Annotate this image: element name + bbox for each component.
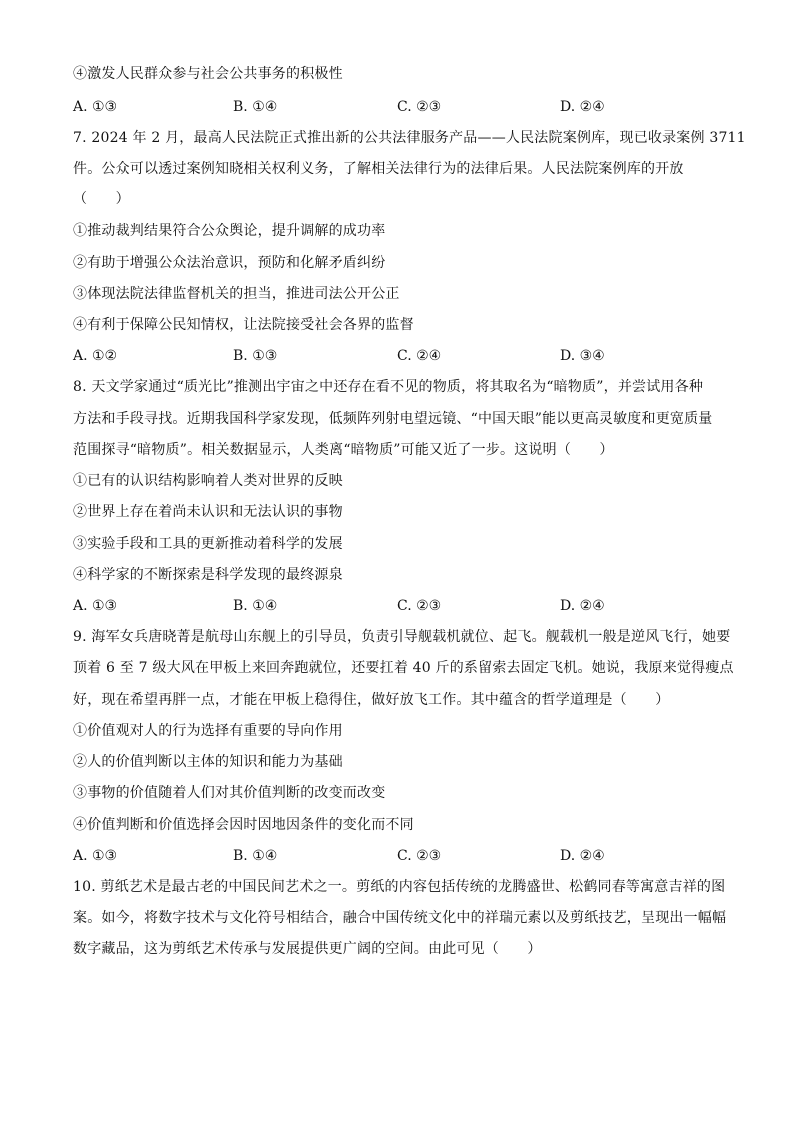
q7-option-b: B. ①③ xyxy=(233,348,278,364)
q8-item-1: ①已有的认识结构影响着人类对世界的反映 xyxy=(73,473,343,489)
q9-option-c: C. ②③ xyxy=(397,848,442,864)
q9-item-3: ③事物的价值随着人们对其价值判断的改变而改变 xyxy=(73,785,386,801)
q6-option-a: A. ①③ xyxy=(73,99,118,115)
q7-item-4: ④有利于保障公民知情权，让法院接受社会各界的监督 xyxy=(73,317,414,333)
q7-item-3: ③体现法院法律监督机关的担当，推进司法公开公正 xyxy=(73,286,400,302)
q6-option-c: C. ②③ xyxy=(397,99,442,115)
q8-item-4: ④科学家的不断探索是科学发现的最终源泉 xyxy=(73,567,343,583)
q9-option-d: D. ②④ xyxy=(560,848,605,864)
q8-option-b: B. ①④ xyxy=(233,598,278,614)
q6-options xyxy=(73,97,733,117)
q8-option-a: A. ①③ xyxy=(73,598,118,614)
q7-option-c: C. ②④ xyxy=(397,348,442,364)
q8-item-3: ③实验手段和工具的更新推动着科学的发展 xyxy=(73,536,343,552)
q7-stem-line-3: （ ） xyxy=(73,191,130,207)
q10-stem-line-2: 案。如今，将数字技术与文化符号相结合，融合中国传统文化中的祥瑞元素以及剪纸技艺，呈现出一幅幅 xyxy=(73,910,727,926)
q10-stem-line-3: 数字藏品，这为剪纸艺术传承与发展提供更广阔的空间。由此可见（ ） xyxy=(73,941,542,957)
q7-option-a: A. ①② xyxy=(73,348,118,364)
q8-item-2: ②世界上存在着尚未认识和无法认识的事物 xyxy=(73,504,343,520)
q9-stem-line-1: 9. 海军女兵唐晓菁是航母山东舰上的引导员，负责引导舰载机就位、起飞。舰载机一般是逆风飞行，她要 xyxy=(73,629,731,645)
q9-item-4: ④价值判断和价值选择会因时因地因条件的变化而不同 xyxy=(73,817,414,833)
q8-options xyxy=(73,596,733,616)
q9-stem-line-3: 好，现在希望再胖一点，才能在甲板上稳得住，做好放飞工作。其中蕴含的哲学道理是（ ） xyxy=(73,692,670,708)
q8-stem-line-3: 范围探寻“暗物质”。相关数据显示，人类离“暗物质”可能又近了一步。这说明（ ） xyxy=(73,442,614,458)
q8-stem-line-2: 方法和手段寻找。近期我国科学家发现，低频阵列射电望远镜、“中国天眼”能以更高灵敏度和更宽质量 xyxy=(73,411,713,427)
q6-option-d: D. ②④ xyxy=(560,99,605,115)
q7-stem-line-2: 件。公众可以透过案例知晓相关权利义务，了解相关法律行为的法律后果。人民法院案例库的开放 xyxy=(73,161,684,177)
q7-item-2: ②有助于增强公众法治意识，预防和化解矛盾纠纷 xyxy=(73,255,386,271)
q8-stem-line-1: 8. 天文学家通过“质光比”推测出宇宙之中还存在看不见的物质，将其取名为“暗物质”，并尝试用各种 xyxy=(73,379,704,395)
q6-item-4: ④激发人民群众参与社会公共事务的积极性 xyxy=(73,66,343,82)
q7-item-1: ①推动裁判结果符合公众舆论，提升调解的成功率 xyxy=(73,223,386,239)
q9-stem-line-2: 顶着 6 至 7 级大风在甲板上来回奔跑就位，还要扛着 40 斤的系留索去固定飞机。她说，我原来觉得瘦点 xyxy=(73,660,734,676)
q7-option-d: D. ③④ xyxy=(560,348,605,364)
q6-option-b: B. ①④ xyxy=(233,99,278,115)
q8-option-c: C. ②③ xyxy=(397,598,442,614)
q7-stem-line-1: 7. 2024 年 2 月，最高人民法院正式推出新的公共法律服务产品——人民法院案例库，现已收录案例 3711 xyxy=(73,130,746,146)
q9-option-b: B. ①④ xyxy=(233,848,278,864)
q9-options xyxy=(73,846,733,866)
q9-option-a: A. ①③ xyxy=(73,848,118,864)
q7-options xyxy=(73,346,733,366)
q9-item-2: ②人的价值判断以主体的知识和能力为基础 xyxy=(73,754,343,770)
q8-option-d: D. ②④ xyxy=(560,598,605,614)
q9-item-1: ①价值观对人的行为选择有重要的导向作用 xyxy=(73,723,343,739)
q10-stem-line-1: 10. 剪纸艺术是最古老的中国民间艺术之一。剪纸的内容包括传统的龙腾盛世、松鹤同春等寓意吉祥的图 xyxy=(73,879,726,895)
